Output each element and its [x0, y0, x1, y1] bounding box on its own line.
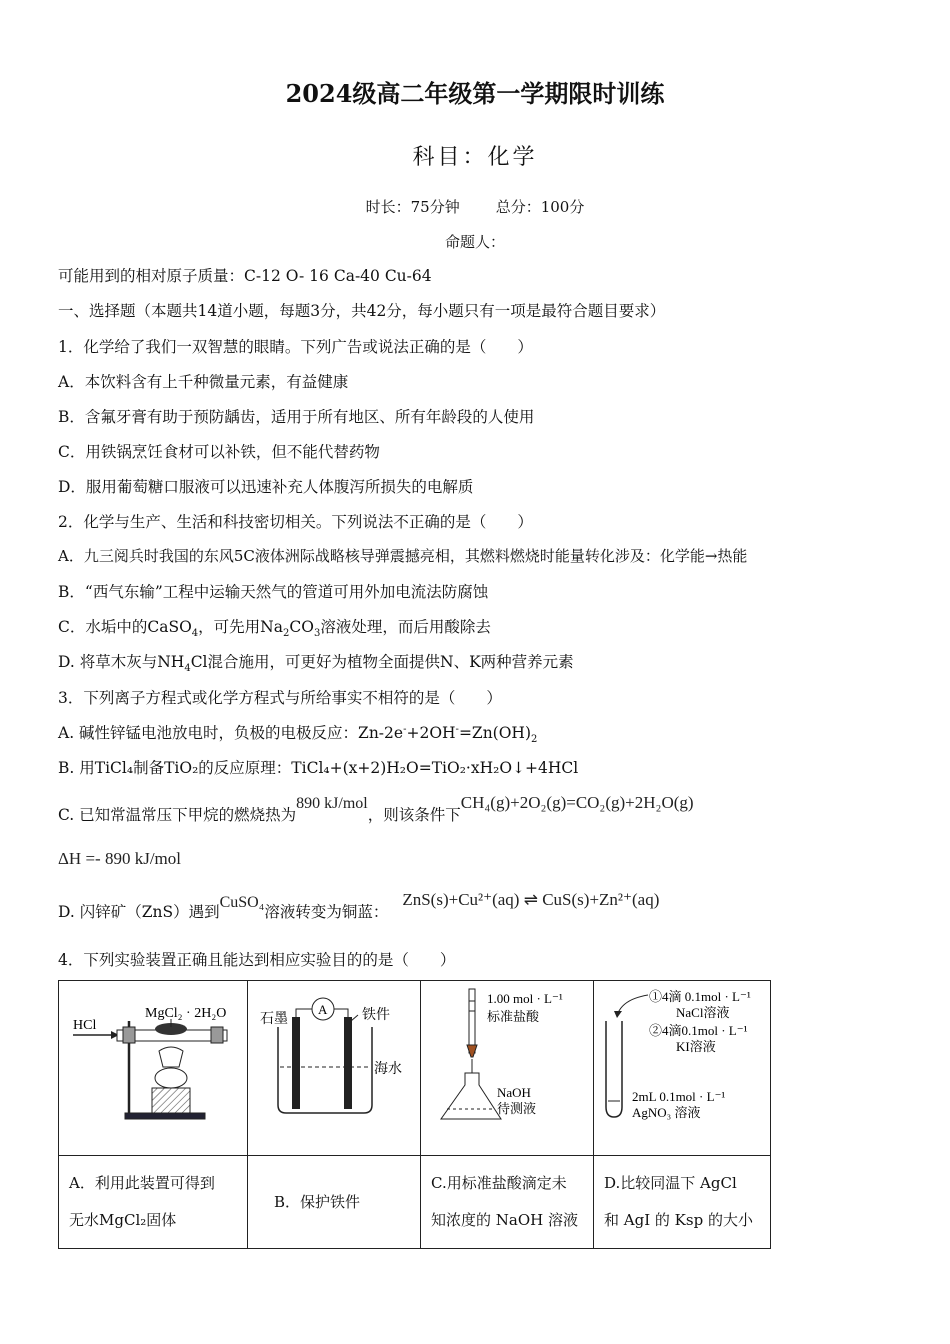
- q4-option-a: A．利用此装置可得到 无水MgCl₂固体: [59, 1156, 248, 1249]
- q3-option-b: B. 用TiCl₄制备TiO₂的反应原理：TiCl₄+(x+2)H₂O=TiO₂·xH₂O↓+4HCl: [58, 759, 579, 777]
- exam-title: 2024级高二年级第一学期限时训练: [285, 79, 665, 108]
- q1-option-c: C．用铁锅烹饪食材可以补铁，但不能代替药物: [58, 443, 380, 461]
- svg-text:HCl: HCl: [73, 1018, 97, 1033]
- svg-text:铁件: 铁件: [362, 1008, 390, 1023]
- q3-stem: 3．下列离子方程式或化学方程式与所给事实不相符的是（ ）: [58, 689, 502, 707]
- q3-option-c-dh: ΔH =- 890 kJ/mol: [58, 849, 181, 868]
- svg-text:A: A: [318, 1002, 328, 1017]
- q1-stem: 1．化学给了我们一双智慧的眼睛。下列广告或说法正确的是（ ）: [58, 338, 533, 356]
- svg-text:①4滴 0.1mol · L⁻¹: ①4滴 0.1mol · L⁻¹: [649, 989, 751, 1004]
- svg-text:MgCl₂ · 2H₂O: MgCl₂ · 2H₂O: [145, 1006, 227, 1021]
- q4-figure-c: [421, 981, 594, 1156]
- svg-text:2mL 0.1mol · L⁻¹: 2mL 0.1mol · L⁻¹: [632, 1089, 726, 1104]
- q3-option-d: D. 闪锌矿（ZnS）遇到CuSO₄溶液转变为铜蓝：ZnS(s)+Cu²⁺(aq) ⇌ CuS(s)+Zn²⁺(aq): [58, 890, 660, 921]
- q4-stem: 4．下列实验装置正确且能达到相应实验目的的是（ ）: [58, 951, 456, 969]
- svg-text:1.00 mol · L⁻¹: 1.00 mol · L⁻¹: [487, 991, 563, 1006]
- q4-figure-a: [59, 981, 248, 1156]
- q2-option-b: B．“西气东输”工程中运输天然气的管道可用外加电流法防腐蚀: [58, 583, 489, 601]
- section-heading: 一、选择题（本题共14道小题，每题3分，共42分，每小题只有一项是最符合题目要求）: [58, 302, 666, 320]
- q2-option-a: A．九三阅兵时我国的东风5C液体洲际战略核导弹震撼亮相，其燃料燃烧时能量转化涉及：化学能→热能: [58, 547, 748, 565]
- q4-option-c: C.用标准盐酸滴定未 知浓度的 NaOH 溶液: [421, 1156, 594, 1249]
- q4-table: [58, 980, 771, 1249]
- q4-figure-d: [594, 981, 771, 1156]
- atomic-masses: 可能用到的相对原子质量：C-12 O- 16 Ca-40 Cu-64: [58, 267, 432, 285]
- svg-text:②4滴0.1mol · L⁻¹: ②4滴0.1mol · L⁻¹: [649, 1023, 748, 1038]
- q2-stem: 2．化学与生产、生活和科技密切相关。下列说法不正确的是（ ）: [58, 513, 533, 531]
- exam-meta: [0, 196, 950, 217]
- q4-figure-b: [248, 981, 421, 1156]
- subject-title: 科目：化学: [412, 145, 538, 170]
- svg-text:KI溶液: KI溶液: [676, 1039, 716, 1054]
- total-score: 总分：100分: [495, 198, 585, 216]
- q1-option-a: A．本饮料含有上千种微量元素，有益健康: [58, 373, 349, 391]
- duration: 时长：75分钟: [365, 198, 460, 216]
- q3-option-c: C. 已知常温常压下甲烷的燃烧热为890 kJ/mol，则该条件下CH₄(g)+2O₂(g)=CO₂(g)+2H₂O(g): [58, 793, 694, 824]
- q1-option-d: D．服用葡萄糖口服液可以迅速补充人体腹泻所损失的电解质: [58, 478, 474, 496]
- q2-option-c: C．水垢中的CaSO$_4$，可先用$Na_2CO_3$溶液处理，而后用酸除去: [58, 618, 491, 640]
- svg-text:待测液: 待测液: [497, 1101, 537, 1116]
- q2-option-d: D. 将草木灰与$NH_4Cl$混合施用，可更好为植物全面提供N、K两种营养元素: [58, 653, 574, 675]
- svg-text:标准盐酸: 标准盐酸: [487, 1009, 540, 1024]
- author: 命题人：: [444, 233, 505, 251]
- svg-text:石墨: 石墨: [260, 1012, 288, 1027]
- svg-text:NaOH: NaOH: [497, 1085, 531, 1100]
- svg-text:海水: 海水: [374, 1062, 402, 1077]
- svg-text:NaCl溶液: NaCl溶液: [676, 1005, 730, 1020]
- q1-option-b: B．含氟牙膏有助于预防龋齿，适用于所有地区、所有年龄段的人使用: [58, 408, 535, 426]
- q4-option-b: B．保护铁件: [248, 1156, 421, 1249]
- svg-text:AgNO₃ 溶液: AgNO₃ 溶液: [632, 1105, 701, 1120]
- q3-option-a: A. 碱性锌锰电池放电时，负极的电极反应：$Zn-2e^-+2OH^-=Zn(OH)_2$: [58, 723, 538, 746]
- q4-option-d: D.比较同温下 AgCl 和 AgI 的 Ksp 的大小: [594, 1156, 771, 1249]
